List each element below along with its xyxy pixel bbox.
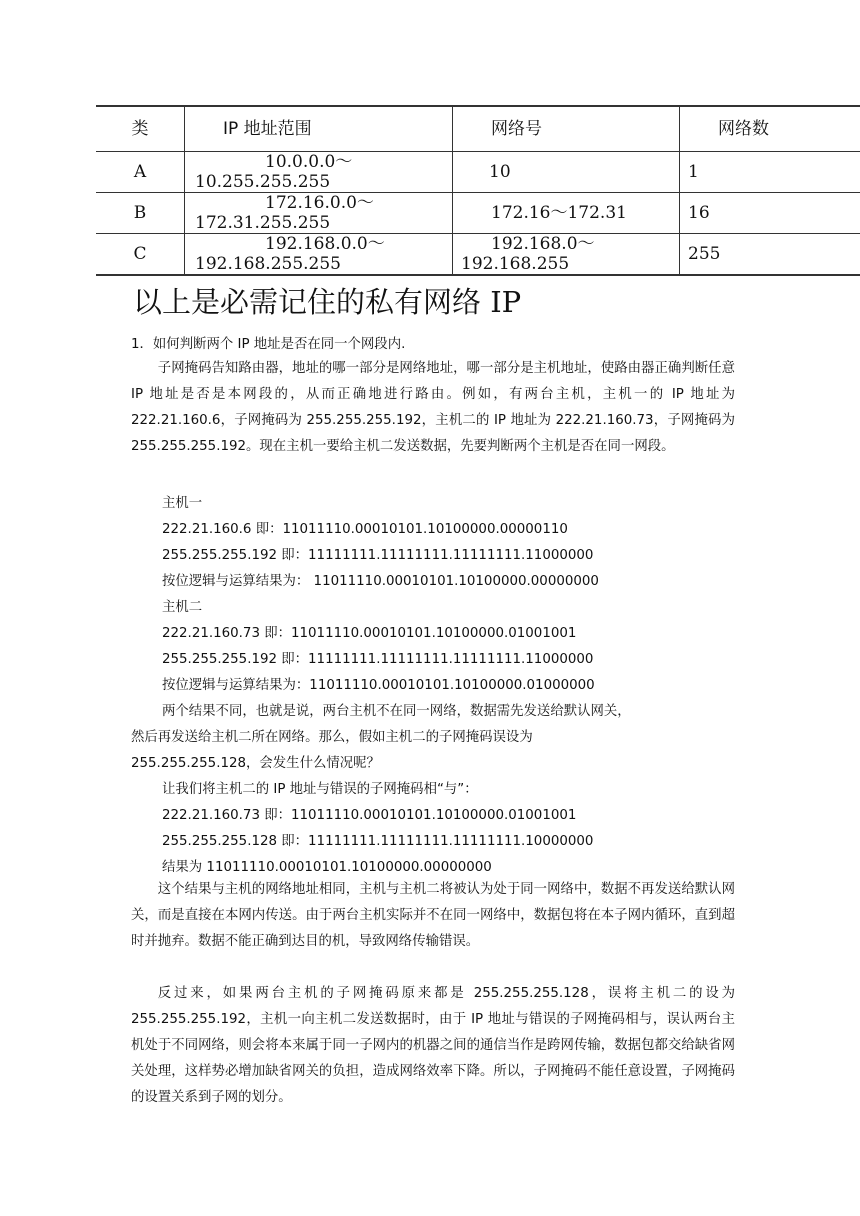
cell-ip-range (185, 193, 453, 234)
cell-network-id: 10 (453, 152, 680, 193)
host1-result-line: 按位逻辑与运算结果为： 11011110.00010101.10100000.00000000 (162, 574, 599, 589)
host1-title: 主机一 (162, 496, 203, 511)
question-line: 1．如何判断两个 IP 地址是否在同一个网段内. (131, 337, 406, 352)
range-start: 192.168.0.0～ (265, 234, 385, 254)
range-end: 172.31.255.255 (195, 213, 331, 233)
table-row (96, 152, 860, 193)
paragraph-result-line1: 两个结果不同，也就是说，两台主机不在同一网络，数据需先发送给默认网关， (162, 704, 631, 719)
network-id-start: 192.168.0～ (491, 234, 595, 254)
range-end: 10.255.255.255 (195, 172, 331, 192)
host2-mask-line: 255.255.255.192 即：11111111.11111111.11111111.11000000 (162, 652, 594, 667)
cell-class: C (96, 234, 185, 276)
cell-class: A (96, 152, 185, 193)
host1-ip-line: 222.21.160.6 即：11011110.00010101.10100000.00000110 (162, 522, 568, 537)
cell-class: B (96, 193, 185, 234)
paragraph-same-network: 这个结果与主机的网络地址相同，主机与主机二将被认为处于同一网络中，数据不再发送给默认网关，而是直接在本网内传送。由于两台主机实际并不在同一网络中，数据包将在本子网内循环，直到超时并抛弃。数据不能正确到达目的机，导致网络传输错误。 (131, 882, 735, 949)
cell-network-id: 172.16～172.31 (453, 193, 680, 234)
header-class: 类 (96, 106, 185, 152)
cell-network-id (453, 234, 680, 276)
cell-network-count: 255 (680, 234, 860, 276)
wrong-ip-line: 222.21.160.73 即：11011110.00010101.10100000.01001001 (162, 808, 577, 823)
network-id-end: 192.168.255 (461, 254, 570, 274)
range-end: 192.168.255.255 (195, 254, 342, 274)
table-row (96, 234, 860, 276)
section-heading: 以上是必需记住的私有网络 IP (133, 285, 522, 319)
cell-network-count: 16 (680, 193, 860, 234)
table-row (96, 193, 860, 234)
wrong-result-line: 结果为 11011110.00010101.10100000.00000000 (162, 860, 492, 875)
paragraph-wrong-mask-intro: 让我们将主机二的 IP 地址与错误的子网掩码相“与”： (162, 782, 478, 797)
host2-title: 主机二 (162, 600, 203, 615)
cell-ip-range (185, 152, 453, 193)
paragraph-result-line3: 255.255.255.128，会发生什么情况呢？ (131, 756, 380, 771)
range-start: 10.0.0.0～ (265, 152, 353, 172)
header-network-count: 网络数 (680, 106, 860, 152)
cell-network-count: 1 (680, 152, 860, 193)
host2-result-line: 按位逻辑与运算结果为：11011110.00010101.10100000.01000000 (162, 678, 595, 693)
header-ip-range: IP 地址范围 (185, 106, 453, 152)
private-ip-table (96, 105, 860, 276)
host2-ip-line: 222.21.160.73 即：11011110.00010101.10100000.01001001 (162, 626, 577, 641)
paragraph-intro: 子网掩码告知路由器，地址的哪一部分是网络地址，哪一部分是主机地址，使路由器正确判断任意 IP 地址是否是本网段的，从而正确地进行路由。例如，有两台主机，主机一的 IP 地址为 222.21.160.6，子网掩码为 255.255.255.192，主机二的 IP 地址为 222.21.160.73，子网掩码为 255.255.255.192。现在主机一要给主机二发送数据，先要判断两个主机是否在同一网段。 (131, 361, 735, 454)
cell-ip-range (185, 234, 453, 276)
host1-mask-line: 255.255.255.192 即：11111111.11111111.11111111.11000000 (162, 548, 594, 563)
range-start: 172.16.0.0～ (265, 193, 374, 213)
paragraph-reverse-case: 反过来，如果两台主机的子网掩码原来都是 255.255.255.128，误将主机二的设为 255.255.255.192，主机一向主机二发送数据时，由于 IP 地址与错误的子网掩码相与，误认两台主机处于不同网络，则会将本来属于同一子网内的机器之间的通信当作是跨网传输，数据包都交给缺省网关处理，这样势必增加缺省网关的负担，造成网络效率下降。所以，子网掩码不能任意设置，子网掩码的设置关系到子网的划分。 (131, 986, 735, 1105)
wrong-mask-line: 255.255.255.128 即：11111111.11111111.11111111.10000000 (162, 834, 594, 849)
table-header-row (96, 106, 860, 152)
header-network-id: 网络号 (453, 106, 680, 152)
paragraph-result-line2: 然后再发送给主机二所在网络。那么，假如主机二的子网掩码误设为 (131, 730, 533, 745)
